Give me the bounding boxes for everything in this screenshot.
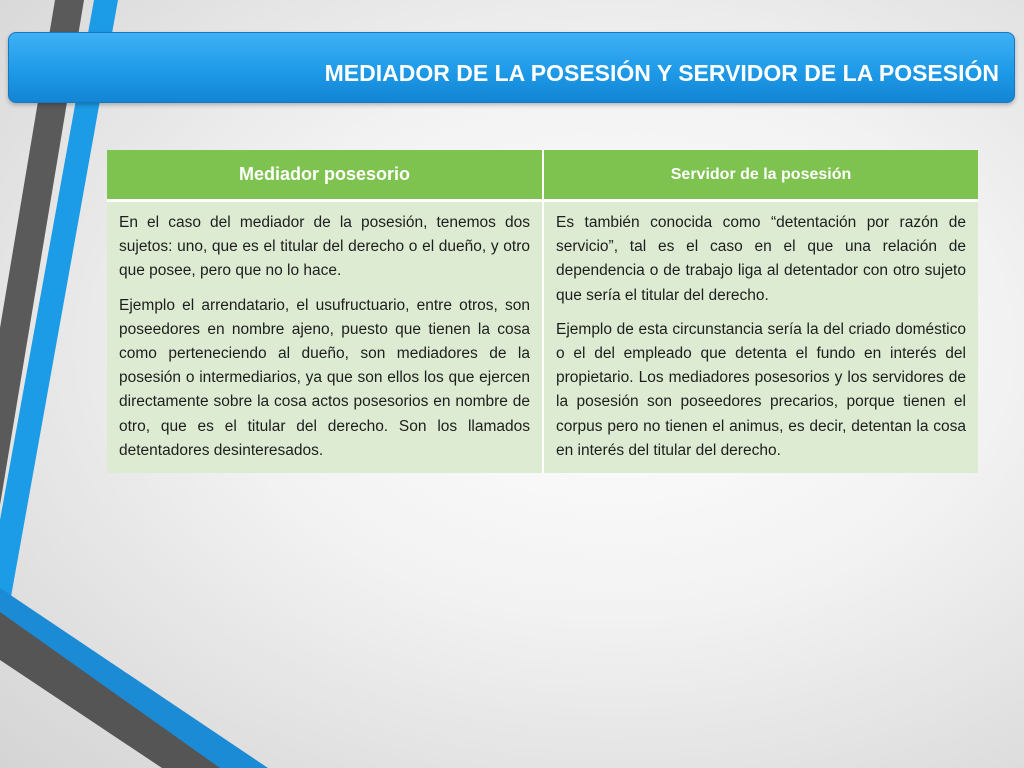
slide-title: MEDIADOR DE LA POSESIÓN Y SERVIDOR DE LA POSESIÓN — [324, 60, 999, 86]
cell-servidor-posesion — [543, 201, 978, 474]
cell-mediador-posesorio — [107, 201, 543, 474]
mediador-paragraph-1: En el caso del mediador de la posesión, tenemos dos sujetos: uno, que es el titular del derecho o el dueño, y otro que posee, pero que no lo hace. — [119, 214, 530, 280]
title-banner — [8, 32, 1015, 103]
servidor-paragraph-2: Ejemplo de esta circunstancia sería la del criado doméstico o el del empleado que detenta el fundo en interés del propietario. Los mediadores posesorios y los servidores de la posesión son poseedores precarios, porque tienen el corpus pero no tienen el animus, es decir, detentan la cosa en interés del titular del derecho. — [556, 320, 966, 459]
mediador-paragraph-2: Ejemplo el arrendatario, el usufructuario, entre otros, son poseedores en nombre ajeno, puesto que tienen la cosa como perteneciendo al dueño, son mediadores de la posesión o intermediarios, ya que son ellos los que ejercen directamente sobre la cosa actos posesorios en nombre de otro, que es el titular del derecho. Son los llamados detentadores desinteresados. — [119, 296, 530, 459]
table-row — [107, 201, 978, 474]
header-mediador-posesorio: Mediador posesorio — [107, 150, 543, 201]
gray-stripe-bottom — [0, 612, 220, 768]
header-servidor-posesion: Servidor de la posesión — [543, 150, 978, 201]
table-header-row — [107, 150, 978, 201]
comparison-table — [107, 150, 978, 473]
blue-stripe-bottom — [0, 588, 268, 768]
servidor-paragraph-1: Es también conocida como “detentación por razón de servicio”, tal es el caso en el que una relación de dependencia o de trabajo liga al detentador con otro sujeto que sería el titular del derecho. — [556, 214, 966, 304]
